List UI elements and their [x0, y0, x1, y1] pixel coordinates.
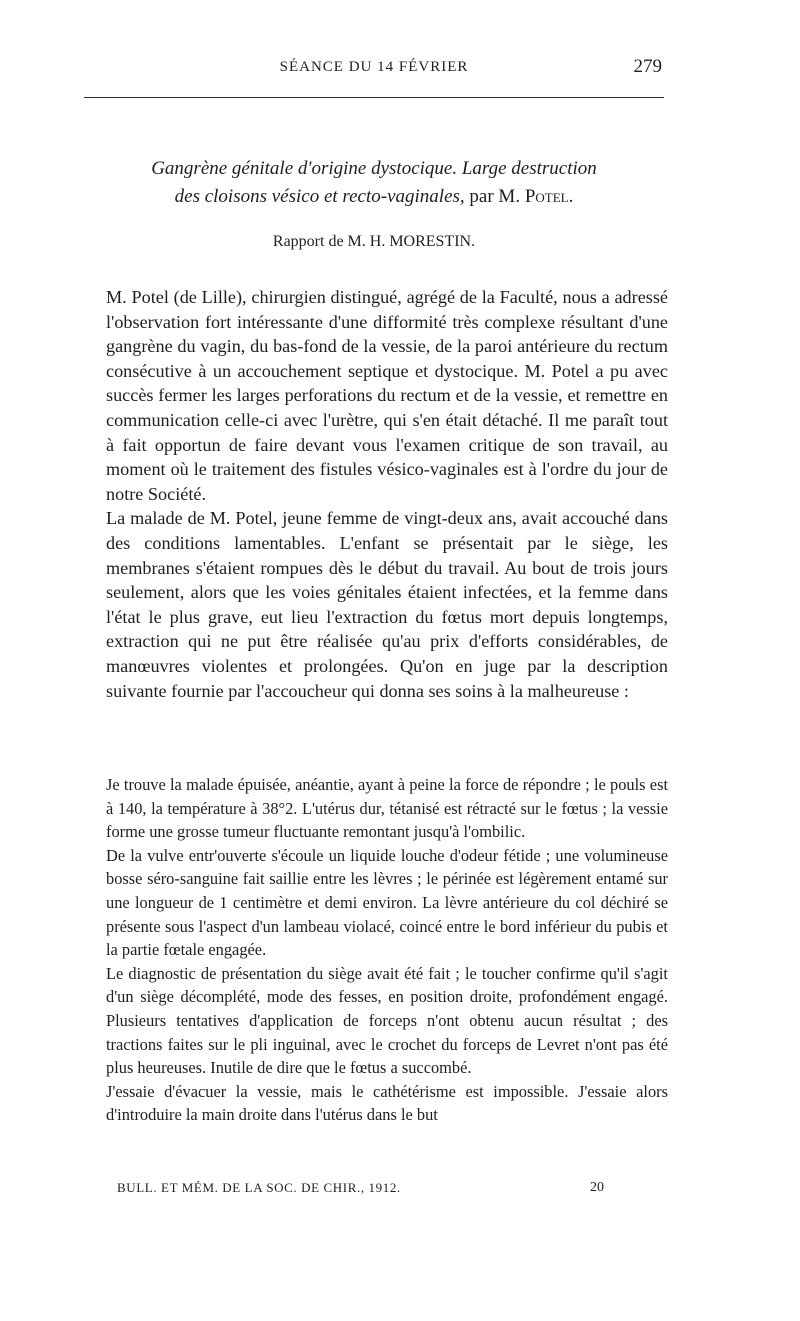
header-rule: [84, 97, 664, 98]
title-line2-by: par M.: [469, 186, 521, 207]
quote-paragraph: Je trouve la malade épuisée, anéantie, ayant à peine la force de répondre ; le pouls est à 140, la température à 38°2. L'utérus dur, tétanisé est rétracté sur le fœtus ; la vessie forme une grosse tumeur fluctuante remontant jusqu'à l'ombilic.: [106, 775, 668, 842]
title-line1-text: Gangrène génitale d'origine dystocique. Large destruction: [151, 158, 597, 179]
page-footer: [84, 1180, 664, 1202]
article-title-line1: [84, 155, 664, 183]
main-body: [106, 285, 668, 703]
footer-citation: BULL. ET MÉM. DE LA SOC. DE CHIR., 1912.: [117, 1180, 401, 1195]
body-paragraph: M. Potel (de Lille), chirurgien distingué, agrégé de la Faculté, nous a adressé l'observation fort intéressante d'une difformité très complexe résultant d'une gangrène du vagin, du bas-fond de la vessie, de la paroi antérieure du rectum consécutive à un accouchement septique et dystocique. M. Potel a pu avec succès fermer les larges perforations du rectum et de la vessie, et remettre en communication celle-ci avec l'urètre, qui s'en était détaché. Il me paraît tout à fait opportun de faire devant vous l'examen critique de son travail, au moment où le traitement des fistules vésico-vaginales est à l'ordre du jour de notre Société.: [106, 287, 668, 504]
running-header: [84, 56, 664, 89]
quote-paragraph: J'essaie d'évacuer la vessie, mais le cathétérisme est impossible. J'essaie alors d'introduire la main droite dans l'utérus dans le but: [106, 1081, 668, 1125]
page-number: 279: [633, 56, 662, 77]
report-byline: Rapport de M. H. MORESTIN.: [272, 233, 476, 250]
quote-paragraph: Le diagnostic de présentation du siège avait été fait ; le toucher confirme qu'il s'agit d'un siège décomplété, mode des fesses, en position droite, profondément engagé. Plusieurs tentatives d'application de forceps n'ont obtenu aucun résultat ; des tractions faites sur le pli inguinal, avec le crochet du forceps de Levret n'ont pas été plus heureuses. Inutile de dire que le fœtus a succombé.: [106, 963, 668, 1078]
footer-signature: 20: [590, 1180, 604, 1195]
article-title-line2: [84, 183, 664, 211]
quote-paragraph: De la vulve entr'ouverte s'écoule un liquide louche d'odeur fétide ; une volumineuse bosse séro-sanguine fait saillie entre les lèvres ; le périnée est légèrement entamé sur une longueur de 1 centimètre et demi environ. La lèvre antérieure du col déchiré se présente sous l'aspect d'un lambeau violacé, coincé entre le bord inférieur du pubis et la partie fœtale engagée.: [106, 845, 668, 960]
article-title: [84, 155, 664, 211]
title-author: Potel.: [524, 186, 574, 207]
title-line2-italic: des cloisons vésico et recto-vaginales,: [174, 186, 465, 207]
body-paragraph: La malade de M. Potel, jeune femme de vingt-deux ans, avait accouché dans des conditions lamentables. L'enfant se présentait par le siège, les membranes s'étaient rompues dès le début du travail. Au bout de trois jours seulement, alors que les voies génitales étaient infectées, et la femme dans l'état le plus grave, eut lieu l'extraction du fœtus mort depuis longtemps, extraction qui ne put être réalisée qu'au prix d'efforts considérables, de manœuvres violentes et prolongées. Qu'on en juge par la description suivante fournie par l'accoucheur qui donna ses soins à la malheureuse :: [106, 508, 668, 701]
running-title: SÉANCE DU 14 FÉVRIER: [279, 59, 469, 75]
quoted-observation: [106, 773, 668, 1127]
